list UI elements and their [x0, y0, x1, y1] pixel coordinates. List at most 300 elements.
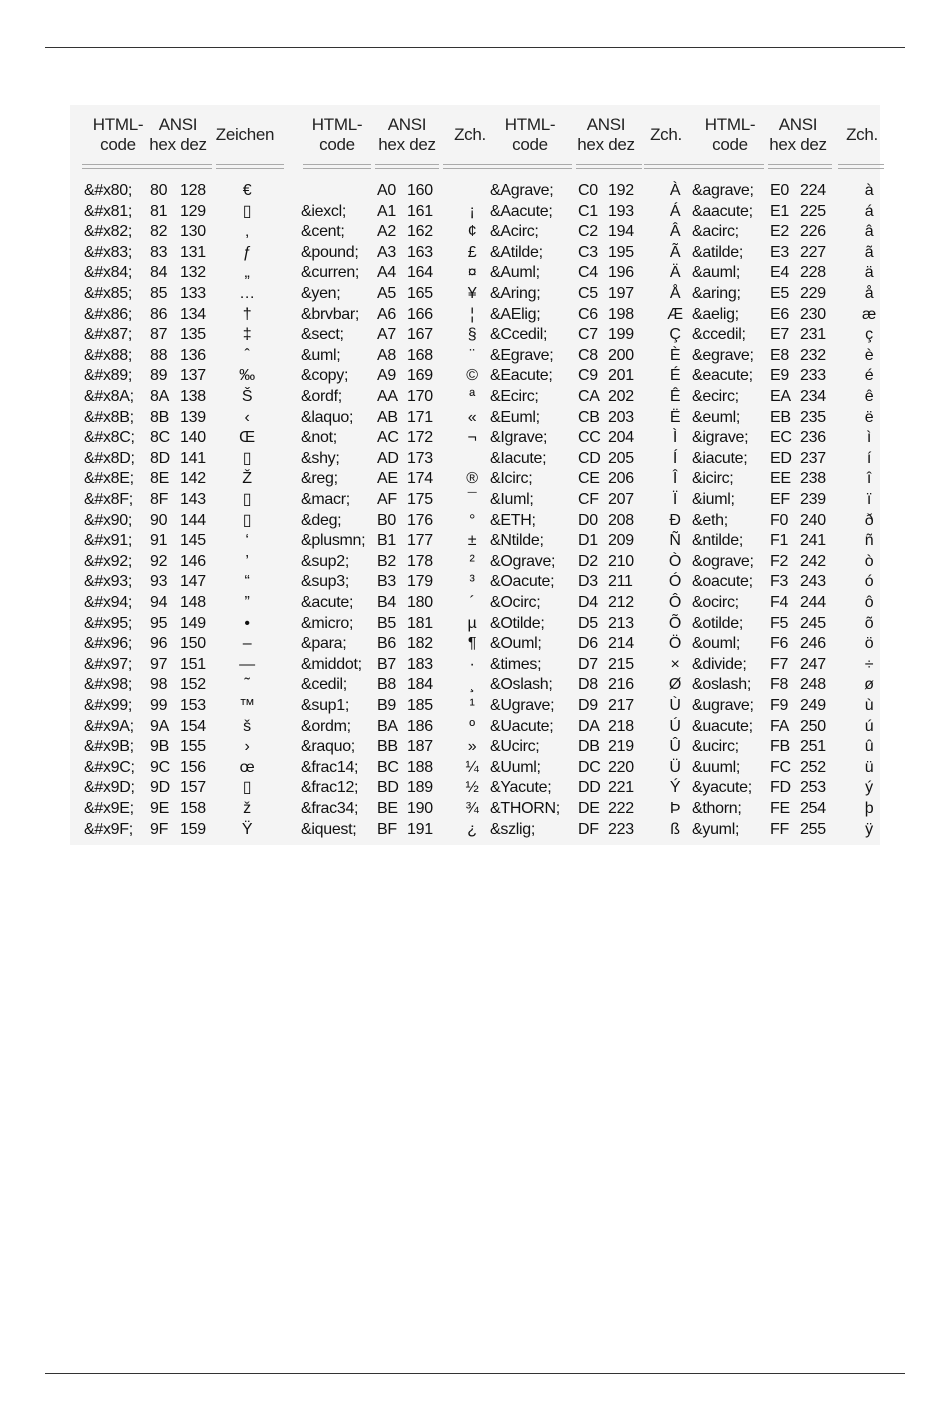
- html-code-cell: &#x96;: [84, 635, 133, 653]
- table-row: [690, 428, 890, 449]
- header-line: HTML-: [92, 115, 144, 134]
- ansi-hex-cell: AE: [377, 470, 398, 488]
- character-cell: ò: [864, 552, 874, 570]
- header-line: code: [712, 135, 748, 154]
- ansi-dec-cell: 179: [407, 573, 433, 591]
- table-row: [70, 552, 270, 573]
- table-row: [690, 778, 890, 799]
- ansi-hex-cell: FF: [770, 820, 789, 838]
- html-code-cell: &#x85;: [84, 285, 133, 302]
- html-code-cell: &frac12;: [301, 779, 359, 797]
- ansi-dec-cell: 150: [180, 635, 206, 653]
- html-code-cell: &#x83;: [84, 243, 133, 261]
- table-row: [70, 387, 270, 408]
- ansi-dec-cell: 218: [608, 717, 634, 735]
- ansi-hex-cell: F9: [770, 697, 789, 714]
- ansi-hex-cell: 85: [150, 285, 168, 302]
- ansi-dec-cell: 144: [180, 511, 206, 529]
- character-cell: Î: [672, 470, 678, 488]
- ansi-hex-cell: 8F: [150, 491, 169, 508]
- ansi-dec-cell: 187: [407, 738, 433, 756]
- character-cell: ã: [864, 243, 874, 261]
- html-code-cell: &yacute;: [692, 779, 752, 797]
- character-cell: Á: [669, 202, 681, 220]
- character-cell: ì: [866, 429, 872, 447]
- table-row: [295, 346, 495, 367]
- ansi-hex-cell: E4: [770, 264, 789, 282]
- ansi-dec-cell: 212: [608, 594, 634, 611]
- ansi-hex-cell: D4: [578, 594, 598, 611]
- ansi-dec-cell: 136: [180, 346, 206, 364]
- table-row: [70, 531, 270, 552]
- table-row: [295, 305, 495, 326]
- ansi-dec-cell: 129: [180, 202, 206, 220]
- header-character: Zch.: [650, 125, 682, 144]
- character-cell: ø: [864, 676, 874, 694]
- ansi-dec-cell: 240: [800, 511, 826, 529]
- column-group: [70, 105, 275, 845]
- table-row: [70, 655, 270, 676]
- html-code-cell: &#x9C;: [84, 758, 135, 776]
- html-code-cell: &#x89;: [84, 367, 133, 385]
- html-code-cell: &#x9D;: [84, 779, 135, 797]
- bottom-rule: [45, 1373, 905, 1374]
- html-code-cell: &Atilde;: [490, 243, 543, 261]
- html-code-cell: &yuml;: [692, 820, 740, 838]
- character-cell: ´: [469, 594, 475, 611]
- character-cell: î: [866, 470, 872, 488]
- ansi-hex-cell: E7: [770, 326, 789, 344]
- character-cell: Í: [672, 449, 678, 467]
- ansi-hex-cell: B6: [377, 635, 396, 653]
- table-row: [70, 305, 270, 326]
- ansi-dec-cell: 152: [180, 676, 206, 694]
- character-cell: ¸: [469, 676, 475, 694]
- ansi-hex-cell: 96: [150, 635, 168, 653]
- character-cell: «: [467, 408, 477, 426]
- ansi-dec-cell: 177: [407, 532, 433, 550]
- ansi-dec-cell: 231: [800, 326, 826, 344]
- character-cell: û: [864, 738, 874, 756]
- ansi-hex-cell: D0: [578, 511, 598, 529]
- html-code-cell: &Ccedil;: [490, 326, 548, 344]
- html-code-cell: &ograve;: [692, 552, 754, 570]
- ansi-hex-cell: D6: [578, 635, 598, 653]
- header-ansi: [764, 115, 832, 155]
- header-character: Zch.: [846, 125, 878, 144]
- html-code-cell: &#x8A;: [84, 388, 134, 405]
- table-row: [70, 799, 270, 820]
- character-cell: þ: [864, 800, 874, 817]
- ansi-dec-cell: 138: [180, 388, 206, 405]
- ansi-dec-cell: 169: [407, 367, 433, 385]
- header-underline: [644, 164, 692, 169]
- character-cell: Ò: [668, 552, 682, 570]
- table-row: [295, 737, 495, 758]
- header-underline: [576, 164, 642, 169]
- table-row: [488, 696, 688, 717]
- html-code-cell: &#x8D;: [84, 449, 135, 467]
- html-code-cell: &Ucirc;: [490, 738, 540, 756]
- character-cell: ¯: [467, 491, 477, 508]
- ansi-dec-cell: 130: [180, 223, 206, 241]
- table-row: [690, 758, 890, 779]
- ansi-hex-cell: BE: [377, 800, 398, 817]
- ansi-dec-cell: 178: [407, 552, 433, 570]
- ansi-hex-cell: B4: [377, 594, 396, 611]
- table-row: [295, 614, 495, 635]
- html-code-cell: &ordm;: [301, 717, 351, 735]
- ansi-hex-cell: ED: [770, 449, 792, 467]
- ansi-hex-cell: B7: [377, 655, 396, 673]
- ansi-dec-cell: 226: [800, 223, 826, 241]
- ansi-hex-cell: 9C: [150, 758, 170, 776]
- ansi-hex-cell: DD: [578, 779, 601, 797]
- character-cell: ¦: [470, 305, 474, 323]
- ansi-dec-cell: 253: [800, 779, 826, 797]
- table-row: [70, 366, 270, 387]
- ansi-hex-cell: A2: [377, 223, 396, 241]
- table-row: [70, 820, 270, 841]
- ansi-dec-cell: 170: [407, 388, 433, 405]
- ansi-hex-cell: D3: [578, 573, 598, 591]
- table-row: [690, 449, 890, 470]
- table-row: [690, 737, 890, 758]
- html-code-cell: &yen;: [301, 285, 341, 302]
- character-cell: è: [864, 346, 874, 364]
- table-row: [295, 202, 495, 223]
- table-row: [295, 511, 495, 532]
- ansi-dec-cell: 254: [800, 800, 826, 817]
- character-cell: °: [468, 511, 476, 529]
- character-cell: ë: [864, 408, 874, 426]
- ansi-hex-cell: AF: [377, 491, 397, 508]
- character-cell: é: [864, 367, 874, 385]
- html-code-cell: &iexcl;: [301, 202, 347, 220]
- character-cell: Ü: [669, 758, 681, 776]
- character-cell: Ä: [669, 264, 681, 282]
- ansi-dec-cell: 132: [180, 264, 206, 282]
- ansi-hex-cell: D9: [578, 697, 598, 714]
- table-row: [295, 820, 495, 841]
- character-cell: “: [244, 573, 250, 591]
- ansi-hex-cell: BB: [377, 738, 398, 756]
- html-code-cell: &egrave;: [692, 346, 754, 364]
- ansi-hex-cell: BA: [377, 717, 398, 735]
- ansi-dec-cell: 198: [608, 305, 634, 323]
- ansi-dec-cell: 181: [407, 614, 433, 632]
- ansi-hex-cell: B1: [377, 532, 396, 550]
- table-row: [295, 366, 495, 387]
- ansi-hex-cell: 9D: [150, 779, 170, 797]
- html-code-cell: &#x9F;: [84, 820, 133, 838]
- header-underline: [768, 164, 832, 169]
- table-row: [488, 531, 688, 552]
- html-code-cell: &pound;: [301, 243, 359, 261]
- ansi-dec-cell: 197: [608, 285, 634, 302]
- ansi-hex-cell: C1: [578, 202, 598, 220]
- html-code-cell: &curren;: [301, 264, 360, 282]
- html-code-cell: &Iuml;: [490, 491, 534, 508]
- ansi-dec-cell: 140: [180, 429, 206, 447]
- column-group: [488, 105, 688, 845]
- ansi-dec-cell: 209: [608, 532, 634, 550]
- character-cell: Þ: [669, 800, 681, 817]
- ansi-dec-cell: 241: [800, 532, 826, 550]
- ansi-dec-cell: 180: [407, 594, 433, 611]
- ansi-dec-cell: 156: [180, 758, 206, 776]
- ansi-dec-cell: 188: [407, 758, 433, 776]
- table-row: [295, 634, 495, 655]
- ansi-hex-cell: E1: [770, 202, 789, 220]
- character-cell: ö: [864, 635, 874, 653]
- ansi-hex-cell: F6: [770, 635, 789, 653]
- character-cell: ™: [239, 697, 255, 714]
- table-row: [70, 449, 270, 470]
- character-cell: ù: [864, 697, 874, 714]
- table-row: [488, 428, 688, 449]
- html-code-cell: &#x82;: [84, 223, 133, 241]
- character-cell: ±: [467, 532, 477, 550]
- character-cell: å: [864, 285, 874, 302]
- header-underline: [838, 164, 884, 169]
- ansi-hex-cell: 8A: [150, 388, 169, 405]
- character-cell: „: [244, 264, 250, 282]
- table-row: [70, 263, 270, 284]
- ansi-dec-cell: 155: [180, 738, 206, 756]
- table-row: [295, 593, 495, 614]
- table-row: [70, 758, 270, 779]
- table-row: [690, 634, 890, 655]
- header-line: ANSI: [158, 115, 198, 134]
- character-cell: ▯: [242, 202, 252, 220]
- ansi-hex-cell: C3: [578, 243, 598, 261]
- table-row: [488, 469, 688, 490]
- table-row: [295, 387, 495, 408]
- character-cell: ˆ: [244, 346, 250, 364]
- html-code-cell: &icirc;: [692, 470, 734, 488]
- table-row: [488, 820, 688, 841]
- header-line: hex dez: [577, 135, 635, 154]
- html-code-cell: &agrave;: [692, 182, 754, 199]
- html-code-cell: &#x91;: [84, 532, 133, 550]
- table-row: [690, 366, 890, 387]
- table-row: [690, 222, 890, 243]
- html-code-cell: &sup1;: [301, 697, 350, 714]
- ansi-character-table: [70, 105, 880, 845]
- html-code-cell: &ugrave;: [692, 697, 754, 714]
- ansi-hex-cell: D7: [578, 655, 598, 673]
- ansi-hex-cell: 86: [150, 305, 168, 323]
- ansi-dec-cell: 166: [407, 305, 433, 323]
- character-cell: ê: [864, 388, 874, 405]
- table-row: [488, 737, 688, 758]
- html-code-cell: &Ugrave;: [490, 697, 555, 714]
- table-row: [295, 778, 495, 799]
- html-code-cell: &otilde;: [692, 614, 743, 632]
- character-cell: £: [467, 243, 477, 261]
- ansi-hex-cell: E5: [770, 285, 789, 302]
- table-row: [690, 387, 890, 408]
- ansi-dec-cell: 159: [180, 820, 206, 838]
- ansi-hex-cell: 97: [150, 655, 168, 673]
- table-row: [295, 696, 495, 717]
- character-cell: ž: [243, 800, 251, 817]
- ansi-dec-cell: 203: [608, 408, 634, 426]
- ansi-dec-cell: 151: [180, 655, 206, 673]
- header-underline: [216, 164, 284, 169]
- ansi-hex-cell: BF: [377, 820, 397, 838]
- ansi-dec-cell: 162: [407, 223, 433, 241]
- ansi-dec-cell: 168: [407, 346, 433, 364]
- table-row: [295, 263, 495, 284]
- html-code-cell: &para;: [301, 635, 347, 653]
- table-row: [295, 325, 495, 346]
- html-code-cell: &Auml;: [490, 264, 540, 282]
- top-rule: [45, 47, 905, 48]
- html-code-cell: &cent;: [301, 223, 345, 241]
- table-row: [295, 284, 495, 305]
- table-row: [295, 428, 495, 449]
- ansi-hex-cell: EE: [770, 470, 791, 488]
- ansi-hex-cell: EF: [770, 491, 790, 508]
- character-cell: Û: [669, 738, 681, 756]
- html-code-cell: &middot;: [301, 655, 362, 673]
- ansi-hex-cell: DB: [578, 738, 600, 756]
- ansi-dec-cell: 228: [800, 264, 826, 282]
- ansi-hex-cell: AD: [377, 449, 399, 467]
- table-row: [295, 758, 495, 779]
- ansi-hex-cell: 83: [150, 243, 168, 261]
- ansi-dec-cell: 154: [180, 717, 206, 735]
- html-code-cell: &brvbar;: [301, 305, 360, 323]
- ansi-dec-cell: 131: [180, 243, 206, 261]
- character-cell: ƒ: [242, 243, 252, 261]
- character-cell: ‹: [244, 408, 250, 426]
- table-row: [488, 758, 688, 779]
- ansi-hex-cell: F3: [770, 573, 789, 591]
- ansi-dec-cell: 194: [608, 223, 634, 241]
- ansi-hex-cell: AB: [377, 408, 398, 426]
- html-code-cell: &#x94;: [84, 594, 133, 611]
- html-code-cell: &#x8F;: [84, 491, 133, 508]
- ansi-dec-cell: 167: [407, 326, 433, 344]
- html-code-cell: &#x93;: [84, 573, 133, 591]
- table-row: [295, 243, 495, 264]
- table-row: [690, 490, 890, 511]
- character-cell: Ù: [669, 697, 681, 714]
- table-row: [70, 243, 270, 264]
- character-cell: ÿ: [865, 820, 873, 838]
- ansi-hex-cell: FD: [770, 779, 791, 797]
- character-cell: §: [467, 326, 477, 344]
- ansi-dec-cell: 175: [407, 491, 433, 508]
- ansi-hex-cell: F8: [770, 676, 789, 694]
- html-code-cell: &Acirc;: [490, 223, 539, 241]
- table-row: [295, 531, 495, 552]
- ansi-hex-cell: A3: [377, 243, 396, 261]
- character-cell: ó: [864, 573, 874, 591]
- ansi-dec-cell: 153: [180, 697, 206, 714]
- html-code-cell: &Igrave;: [490, 429, 548, 447]
- ansi-dec-cell: 157: [180, 779, 206, 797]
- ansi-dec-cell: 199: [608, 326, 634, 344]
- table-row: [690, 696, 890, 717]
- ansi-dec-cell: 171: [407, 408, 433, 426]
- ansi-hex-cell: F5: [770, 614, 789, 632]
- ansi-hex-cell: D8: [578, 676, 598, 694]
- ansi-hex-cell: 9A: [150, 717, 169, 735]
- ansi-hex-cell: C0: [578, 182, 598, 199]
- ansi-hex-cell: C8: [578, 346, 598, 364]
- ansi-dec-cell: 148: [180, 594, 206, 611]
- table-row: [70, 408, 270, 429]
- ansi-dec-cell: 133: [180, 285, 206, 302]
- html-code-cell: &#x9A;: [84, 717, 134, 735]
- character-cell: Ã: [669, 243, 681, 261]
- html-code-cell: &oslash;: [692, 676, 751, 694]
- html-code-cell: &frac34;: [301, 800, 359, 817]
- ansi-hex-cell: C4: [578, 264, 598, 282]
- ansi-dec-cell: 225: [800, 202, 826, 220]
- table-row: [690, 511, 890, 532]
- ansi-dec-cell: 195: [608, 243, 634, 261]
- character-cell: ▯: [242, 779, 252, 797]
- ansi-dec-cell: 191: [407, 820, 433, 838]
- ansi-hex-cell: FB: [770, 738, 790, 756]
- ansi-dec-cell: 222: [608, 800, 634, 817]
- ansi-hex-cell: 98: [150, 676, 168, 694]
- table-row: [690, 655, 890, 676]
- html-code-cell: &aring;: [692, 285, 741, 302]
- ansi-hex-cell: B0: [377, 511, 396, 529]
- character-cell: ’: [245, 552, 249, 570]
- ansi-dec-cell: 184: [407, 676, 433, 694]
- ansi-dec-cell: 174: [407, 470, 433, 488]
- ansi-hex-cell: C7: [578, 326, 598, 344]
- ansi-dec-cell: 224: [800, 182, 826, 199]
- ansi-hex-cell: 82: [150, 223, 168, 241]
- character-cell: ¢: [467, 223, 477, 241]
- table-row: [488, 305, 688, 326]
- table-row: [690, 799, 890, 820]
- ansi-dec-cell: 234: [800, 388, 826, 405]
- character-cell: »: [467, 738, 477, 756]
- html-code-cell: &uuml;: [692, 758, 740, 776]
- header-line: hex dez: [149, 135, 207, 154]
- ansi-hex-cell: 92: [150, 552, 168, 570]
- table-row: [690, 552, 890, 573]
- table-row: [488, 346, 688, 367]
- character-cell: Ñ: [669, 532, 681, 550]
- character-cell: ñ: [864, 532, 874, 550]
- ansi-dec-cell: 193: [608, 202, 634, 220]
- table-row: [70, 696, 270, 717]
- character-cell: Ó: [668, 573, 682, 591]
- character-cell: Ž: [242, 470, 252, 488]
- ansi-hex-cell: A6: [377, 305, 396, 323]
- table-row: [295, 799, 495, 820]
- character-cell: ³: [469, 573, 475, 591]
- table-row: [70, 614, 270, 635]
- character-cell: ·: [469, 655, 475, 673]
- character-cell: ï: [866, 491, 872, 508]
- html-code-cell: &ucirc;: [692, 738, 739, 756]
- ansi-dec-cell: 149: [180, 614, 206, 632]
- ansi-hex-cell: 99: [150, 697, 168, 714]
- html-code-cell: &reg;: [301, 470, 338, 488]
- ansi-hex-cell: BC: [377, 758, 399, 776]
